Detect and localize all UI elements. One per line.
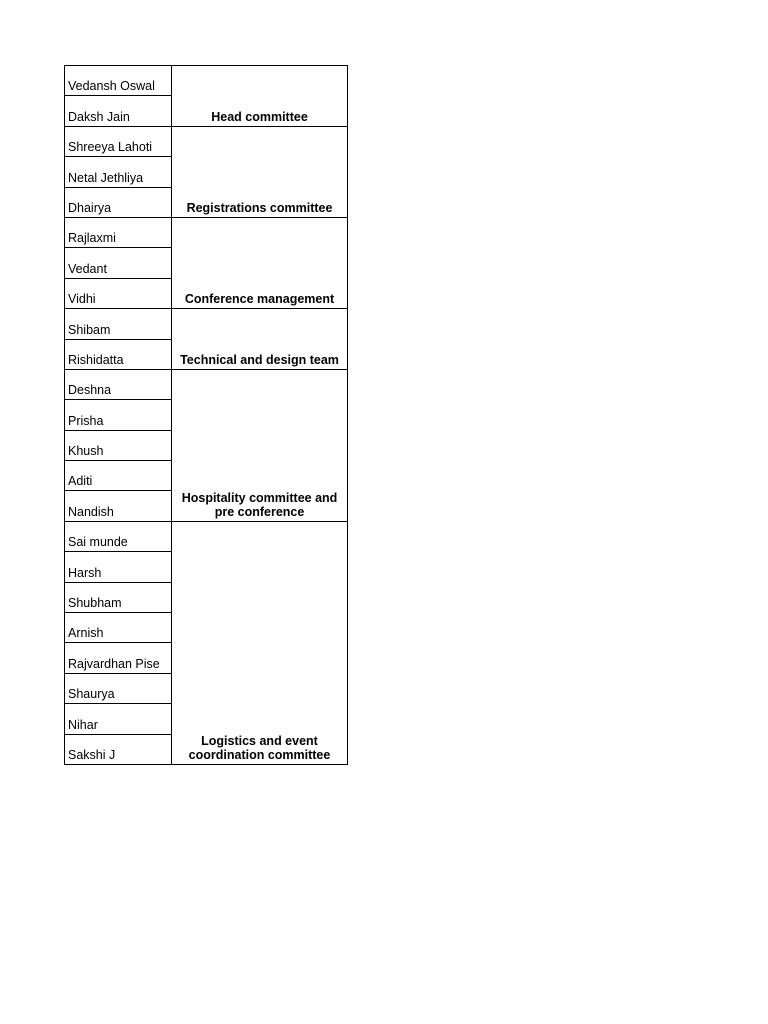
committee-name-cell: Conference management	[172, 217, 348, 308]
table-row	[65, 369, 348, 399]
member-name-cell: Deshna	[65, 369, 172, 399]
member-name-cell: Daksh Jain	[65, 96, 172, 126]
member-name-cell: Shubham	[65, 582, 172, 612]
member-name-cell: Rishidatta	[65, 339, 172, 369]
member-name-cell: Nandish	[65, 491, 172, 521]
member-name-cell: Vedansh Oswal	[65, 66, 172, 96]
member-name-cell: Vidhi	[65, 278, 172, 308]
committee-name-cell: Technical and design team	[172, 309, 348, 370]
table-row	[65, 66, 348, 96]
table-row	[65, 521, 348, 551]
member-name-cell: Sai munde	[65, 521, 172, 551]
member-name-cell: Aditi	[65, 461, 172, 491]
committee-name-cell: Logistics and event coordination committee	[172, 521, 348, 764]
table-row	[65, 217, 348, 247]
member-name-cell: Netal Jethliya	[65, 157, 172, 187]
committee-name-cell: Head committee	[172, 66, 348, 127]
table-row	[65, 126, 348, 156]
table-row	[65, 309, 348, 339]
member-name-cell: Sakshi J	[65, 734, 172, 764]
member-name-cell: Dhairya	[65, 187, 172, 217]
member-name-cell: Vedant	[65, 248, 172, 278]
member-name-cell: Rajvardhan Pise	[65, 643, 172, 673]
committee-name-cell: Hospitality committee and pre conference	[172, 369, 348, 521]
table-body	[65, 66, 348, 765]
committee-table	[64, 65, 348, 765]
committee-name-cell: Registrations committee	[172, 126, 348, 217]
member-name-cell: Khush	[65, 430, 172, 460]
member-name-cell: Shibam	[65, 309, 172, 339]
member-name-cell: Shaurya	[65, 673, 172, 703]
member-name-cell: Arnish	[65, 613, 172, 643]
member-name-cell: Prisha	[65, 400, 172, 430]
member-name-cell: Shreeya Lahoti	[65, 126, 172, 156]
member-name-cell: Harsh	[65, 552, 172, 582]
member-name-cell: Rajlaxmi	[65, 217, 172, 247]
member-name-cell: Nihar	[65, 704, 172, 734]
